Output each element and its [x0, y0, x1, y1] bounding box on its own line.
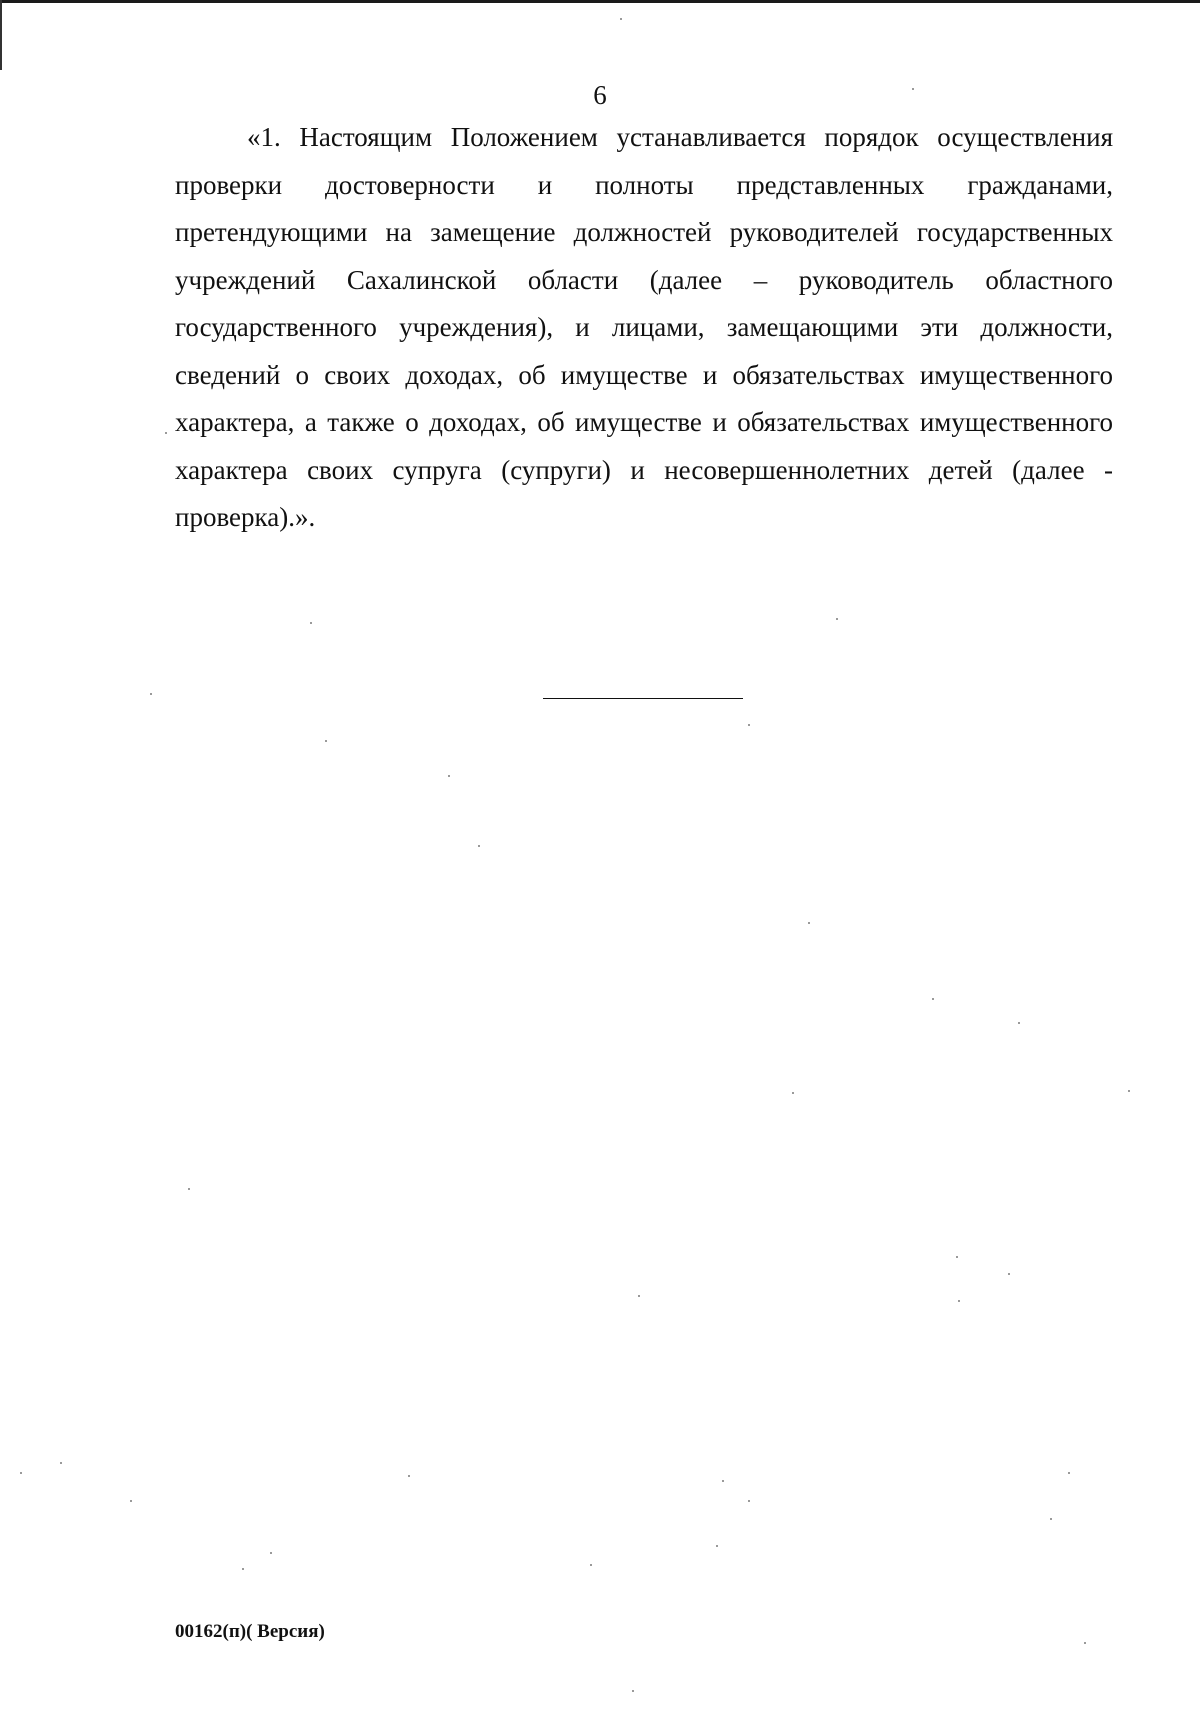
scan-speck	[1050, 1518, 1052, 1520]
scan-speck	[912, 88, 914, 90]
scan-edge-left	[0, 0, 2, 70]
scan-speck	[1018, 1022, 1020, 1024]
body-paragraph: «1. Настоящим Положением устанавливается порядок осуществления проверки достоверности и полноты представленных гражданами, претендующими на замещение должностей руководителей государственных учреждений Сахалинской области (далее – руководитель областного государственного учреждения), и лицами, замещающими эти должности, сведений о своих доходах, об имуществе и обязательствах имущественного характера, а также о доходах, об имуществе и обязательствах имущественного характера своих супруга (супруги) и несовершеннолетних детей (далее - проверка).».	[175, 122, 1113, 532]
scan-speck	[722, 1480, 724, 1482]
scan-speck	[270, 1552, 272, 1554]
scan-speck	[408, 1475, 410, 1477]
scan-speck	[748, 724, 750, 726]
scan-speck	[958, 1300, 960, 1302]
scan-speck	[310, 622, 312, 624]
scan-speck	[1008, 1273, 1010, 1275]
scan-speck	[956, 1256, 958, 1258]
scan-edge-top	[0, 0, 1200, 3]
scan-speck	[932, 998, 934, 1000]
scan-speck	[165, 432, 167, 434]
scan-speck	[748, 1500, 750, 1502]
page-number: 6	[593, 80, 607, 110]
scan-speck	[188, 1188, 190, 1190]
scan-speck	[1068, 1472, 1070, 1474]
scan-speck	[325, 740, 327, 742]
scan-speck	[808, 922, 810, 924]
scan-speck	[590, 1564, 592, 1566]
scan-speck	[130, 1500, 132, 1502]
scan-speck	[632, 1690, 634, 1692]
scan-speck	[448, 775, 450, 777]
scan-speck	[20, 1472, 22, 1474]
scan-speck	[836, 618, 838, 620]
scan-speck	[1084, 1642, 1086, 1644]
scan-speck	[150, 693, 152, 695]
scan-speck	[638, 1295, 640, 1297]
separator-line	[543, 698, 743, 699]
scan-speck	[242, 1568, 244, 1570]
scan-speck	[478, 845, 480, 847]
scan-speck	[620, 18, 622, 20]
scan-speck	[792, 1092, 794, 1094]
scan-speck	[60, 1462, 62, 1464]
footer-document-code: 00162(п)( Версия)	[175, 1621, 325, 1642]
scan-speck	[1128, 1090, 1130, 1092]
scan-speck	[716, 1545, 718, 1547]
